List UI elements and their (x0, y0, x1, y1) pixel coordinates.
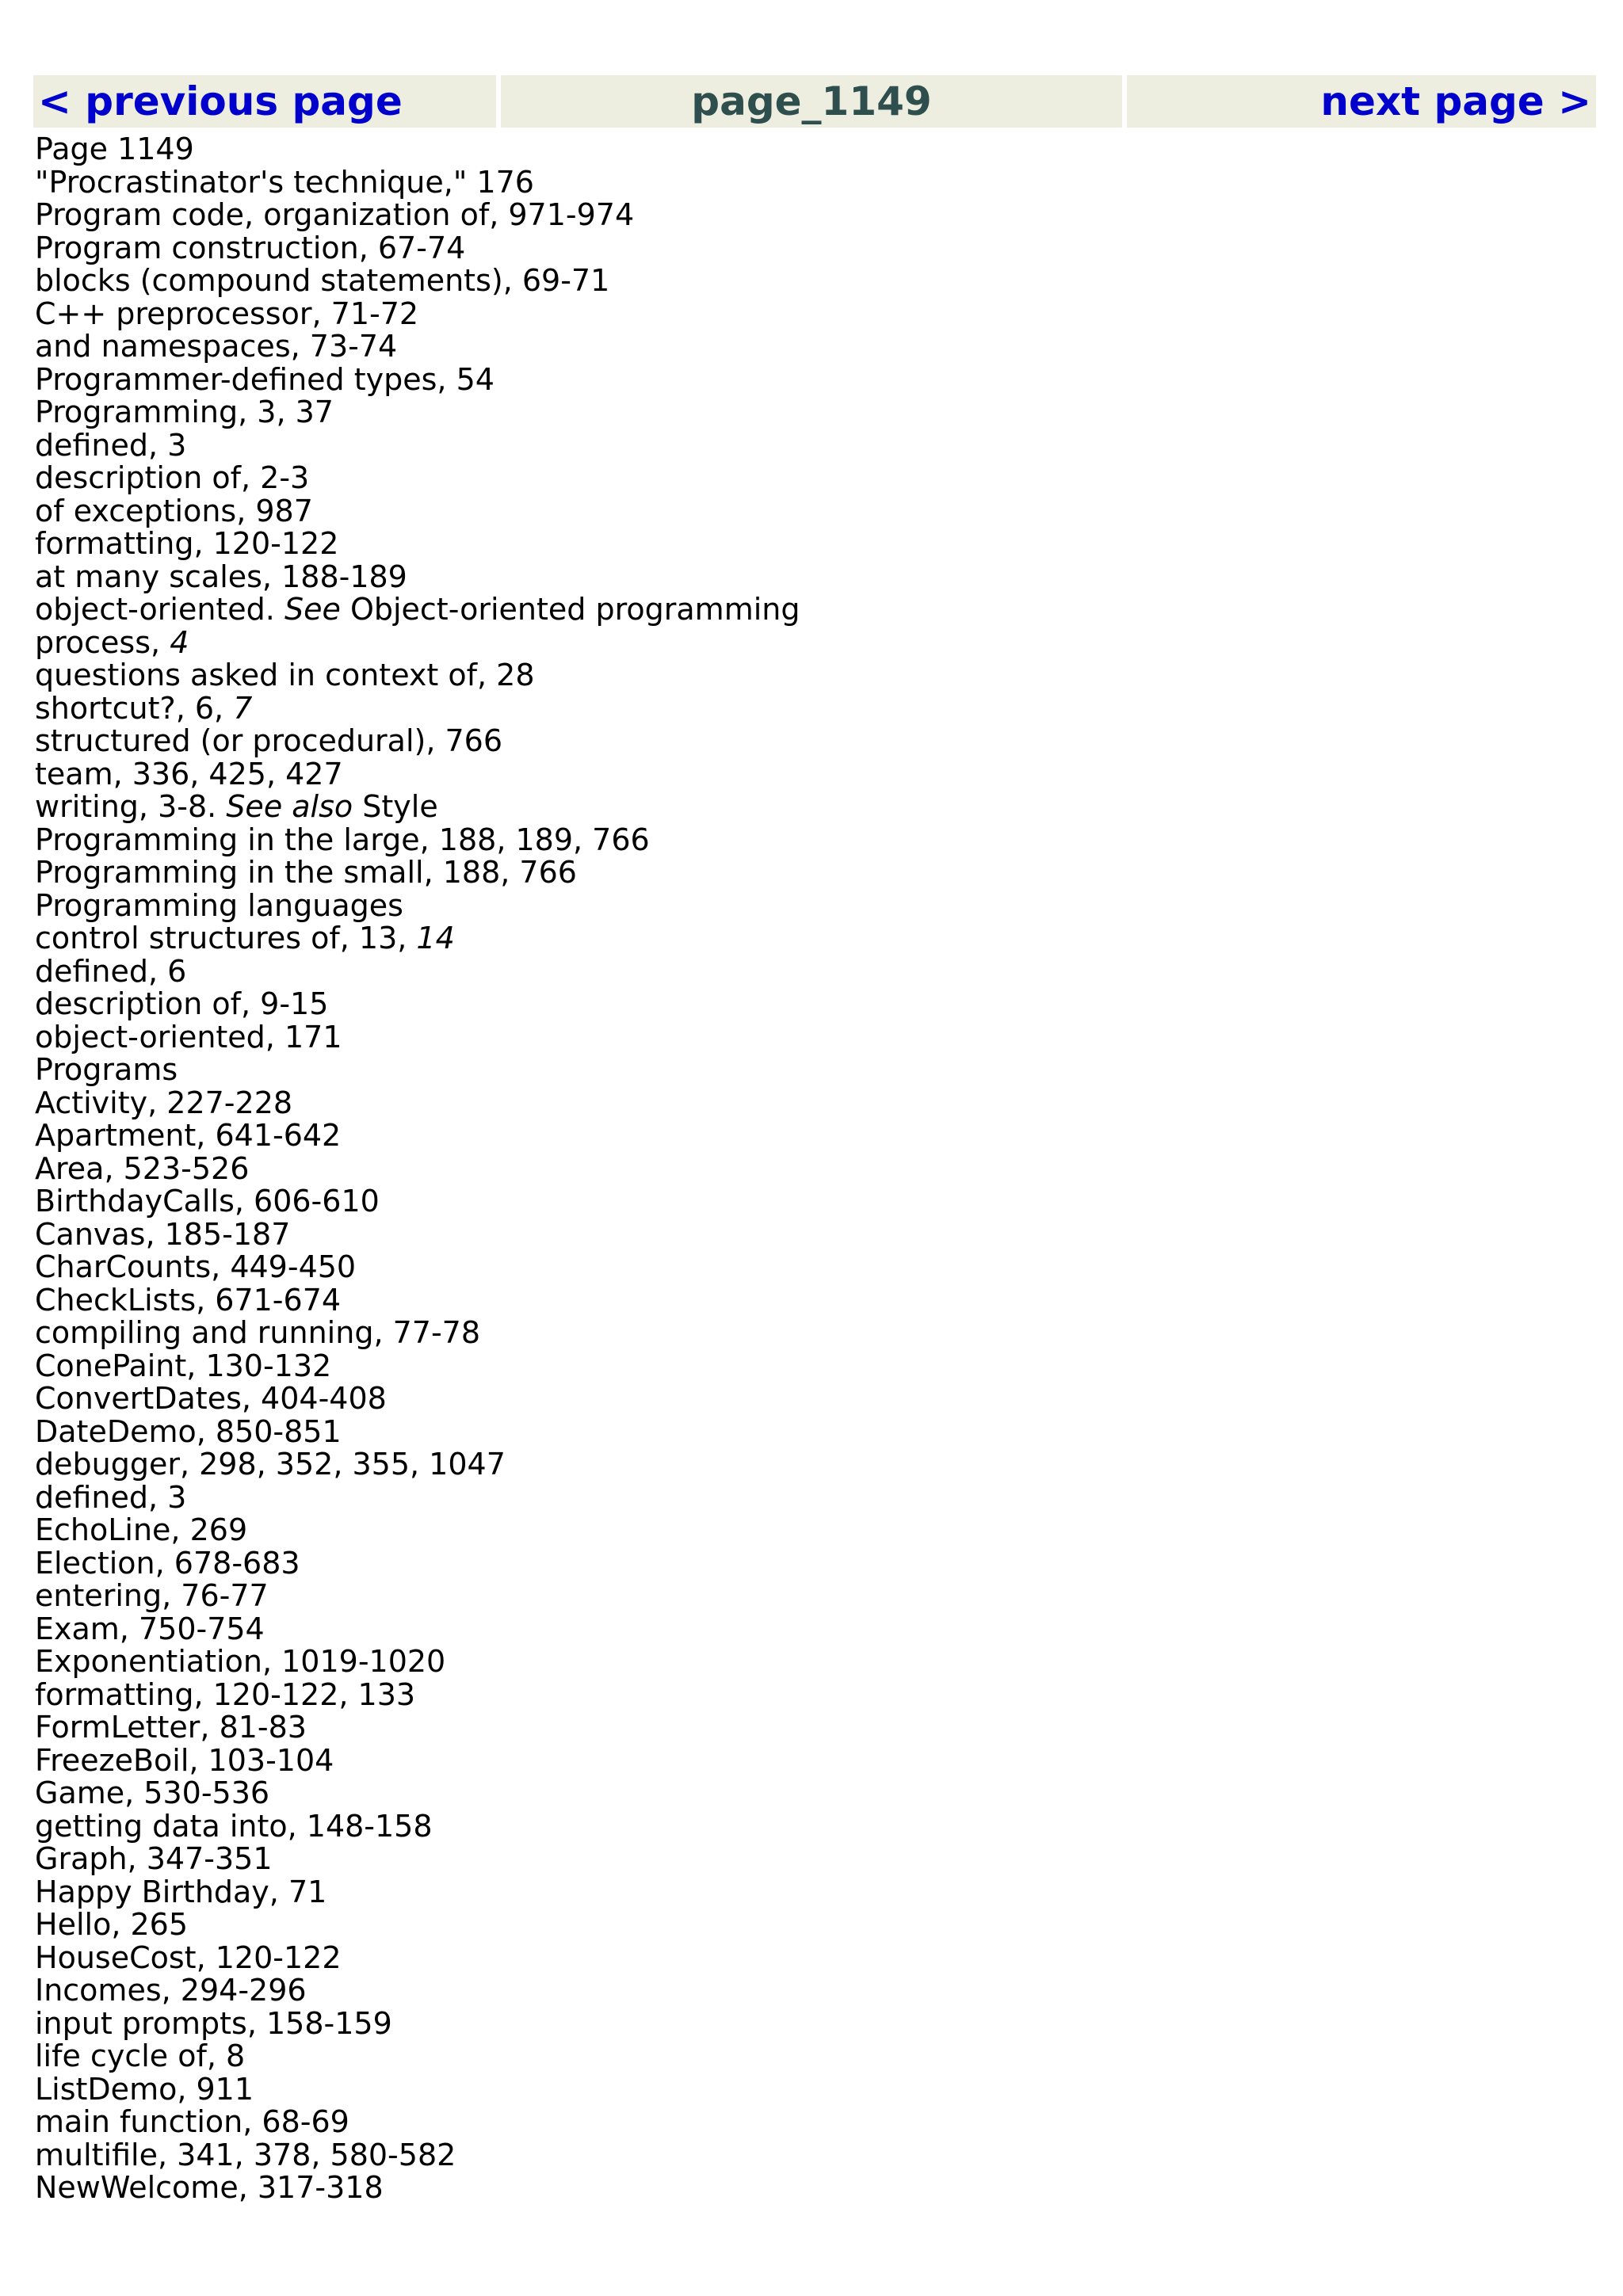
index-entry-text: shortcut?, 6, (35, 690, 234, 726)
index-entry (35, 1150, 1588, 1186)
index-entry (35, 1876, 1588, 1909)
index-entry (35, 2040, 1588, 2073)
index-entry-text: FreezeBoil, 103-104 (35, 1742, 334, 1778)
index-entry (35, 1547, 1588, 1581)
index-entry-text: defined, 6 (35, 953, 187, 989)
index-entry (35, 1054, 1588, 1087)
index-entry-text: Hello, 265 (35, 1907, 189, 1942)
index-entry (35, 1676, 1588, 1712)
index-entry (35, 1580, 1588, 1613)
index-entry-text: debugger, 298, 352, 355, 1047 (35, 1447, 506, 1482)
index-entry-italic-text: See (284, 592, 341, 627)
index-entry-text: Object-oriented programming (340, 592, 800, 627)
index-entry-text: Style (353, 789, 438, 824)
index-entry-text: Programming in the small, 188, 766 (35, 855, 577, 890)
index-entry (35, 1711, 1588, 1745)
index-entry-italic-text: 4 (170, 624, 189, 660)
index-entry (35, 1383, 1588, 1416)
index-entry-text: Program code, organization of, 971-974 (35, 197, 635, 232)
index-entry (35, 659, 1588, 692)
index-entry-text: and namespaces, 73-74 (35, 329, 398, 364)
index-entry-text: "Procrastinator's technique," 176 (35, 164, 534, 200)
index-entry (35, 856, 1588, 890)
index-entry-text: Incomes, 294-296 (35, 1973, 307, 2008)
page-navigation-bar (33, 75, 1596, 128)
index-entry (35, 1810, 1588, 1844)
index-entry (35, 1185, 1588, 1219)
index-entry-text: Apartment, 641-642 (35, 1118, 342, 1153)
index-entry (35, 1974, 1588, 2008)
index-entry (35, 166, 1588, 200)
index-entry (35, 758, 1588, 791)
index-entry-text: compiling and running, 77-78 (35, 1315, 481, 1350)
index-entry (35, 1909, 1588, 1942)
index-entry-text: Canvas, 185-187 (35, 1216, 291, 1252)
index-entry (35, 1646, 1588, 1679)
index-entry (35, 1777, 1588, 1810)
index-entry-text: CharCounts, 449-450 (35, 1249, 357, 1284)
page-number-line (35, 133, 1588, 166)
index-entry-text: Exponentiation, 1019-1020 (35, 1644, 446, 1679)
index-entry-text: Exam, 750-754 (35, 1611, 265, 1646)
index-entry (35, 1939, 1588, 1975)
index-entry (35, 1479, 1588, 1515)
previous-page-cell (33, 75, 496, 128)
index-entry-text: BirthdayCalls, 606-610 (35, 1184, 380, 1219)
index-entry (35, 561, 1588, 594)
index-entry-text: Graph, 347-351 (35, 1841, 273, 1876)
index-entry (35, 624, 1588, 660)
index-entry (35, 2073, 1588, 2107)
index-entry-text: life cycle of, 8 (35, 2039, 246, 2073)
index-entry (35, 265, 1588, 298)
index-entry (35, 2005, 1588, 2041)
index-entry (35, 232, 1588, 265)
next-page-link[interactable]: next page > (1320, 78, 1591, 124)
index-entry (35, 1448, 1588, 1482)
index-entry (35, 955, 1588, 989)
page-title-cell (501, 75, 1122, 128)
index-entry (35, 1216, 1588, 1252)
index-entry (35, 824, 1588, 857)
index-entry-text: Programming in the large, 188, 189, 766 (35, 822, 650, 857)
index-entry (35, 1087, 1588, 1120)
index-entry (35, 1317, 1588, 1350)
index-entry-text: writing, 3-8. (35, 789, 227, 824)
index-entry (35, 298, 1588, 331)
index-entry (35, 1514, 1588, 1547)
index-entry (35, 1284, 1588, 1318)
index-entry (35, 495, 1588, 528)
index-entry-text: Activity, 227-228 (35, 1085, 293, 1120)
index-entry-text: blocks (compound statements), 69-71 (35, 263, 610, 298)
index-entry (35, 1742, 1588, 1778)
next-page-cell (1127, 75, 1596, 128)
index-entry-text: getting data into, 148-158 (35, 1808, 433, 1844)
index-entry-text: description of, 9-15 (35, 986, 329, 1021)
index-entry-text: description of, 2-3 (35, 460, 310, 495)
index-entry-text: Page 1149 (35, 132, 194, 166)
index-entry (35, 725, 1588, 758)
index-entry-italic-text: See also (226, 789, 353, 824)
index-entry (35, 2106, 1588, 2139)
index-entry (35, 330, 1588, 364)
index-entry (35, 1251, 1588, 1284)
index-entry-text: FormLetter, 81-83 (35, 1710, 307, 1745)
index-entry (35, 593, 1588, 627)
index-entry-text: structured (or procedural), 766 (35, 723, 503, 758)
index-entry (35, 1021, 1588, 1055)
index-entry-text: process, (35, 624, 170, 660)
index-entry (35, 396, 1588, 429)
index-entry-text: EchoLine, 269 (35, 1512, 248, 1547)
index-entry (35, 429, 1588, 463)
index-entry (35, 1119, 1588, 1153)
index-entry-text: ConePaint, 130-132 (35, 1348, 332, 1383)
index-entry (35, 1843, 1588, 1876)
index-entry-text: formatting, 120-122 (35, 526, 339, 561)
index-entry-text: object-oriented, 171 (35, 1019, 342, 1055)
index-entry (35, 2172, 1588, 2205)
index-entry (35, 361, 1588, 397)
index-entry (35, 2139, 1588, 2172)
previous-page-link[interactable]: < previous page (38, 78, 403, 124)
index-entry-text: C++ preprocessor, 71-72 (35, 296, 419, 331)
index-entry-text: main function, 68-69 (35, 2104, 349, 2139)
index-entry-text: Program construction, 67-74 (35, 230, 466, 265)
index-entry-text: ConvertDates, 404-408 (35, 1381, 387, 1416)
index-entry (35, 462, 1588, 495)
index-entry-text: HouseCost, 120-122 (35, 1939, 342, 1975)
index-entry (35, 1350, 1588, 1383)
index-entry-text: NewWelcome, 317-318 (35, 2170, 384, 2205)
index-entry (35, 887, 1588, 923)
index-entry (35, 692, 1588, 726)
index-entry-text: Happy Birthday, 71 (35, 1874, 327, 1909)
index-entry-text: input prompts, 158-159 (35, 2005, 392, 2041)
index-entries (35, 133, 1588, 2205)
index-entry-text: DateDemo, 850-851 (35, 1413, 342, 1449)
index-entry-text: CheckLists, 671-674 (35, 1282, 342, 1318)
index-entry (35, 1413, 1588, 1449)
index-entry-text: Programming languages (35, 887, 403, 923)
index-entry-text: ListDemo, 911 (35, 2071, 254, 2107)
index-entry-text: multifile, 341, 378, 580-582 (35, 2137, 456, 2172)
index-entry-text: Election, 678-683 (35, 1545, 300, 1581)
index-entry-text: object-oriented. (35, 592, 285, 627)
index-entry (35, 528, 1588, 561)
index-entry (35, 988, 1588, 1021)
index-entry-text: team, 336, 425, 427 (35, 756, 343, 791)
index-entry-text: formatting, 120-122, 133 (35, 1676, 416, 1712)
index-entry (35, 791, 1588, 824)
index-entry-text: Game, 530-536 (35, 1775, 270, 1810)
index-entry (35, 199, 1588, 232)
index-entry (35, 1613, 1588, 1646)
index-entry-text: Area, 523-526 (35, 1150, 250, 1186)
index-entry-italic-text: 7 (233, 690, 253, 726)
index-entry-text: control structures of, 13, (35, 921, 417, 955)
index-entry-text: of exceptions, 987 (35, 493, 313, 528)
index-entry (35, 922, 1588, 955)
page-title: page_1149 (691, 78, 932, 124)
index-entry-text: Programmer-defined types, 54 (35, 361, 495, 397)
index-entry-text: at many scales, 188-189 (35, 559, 407, 594)
index-entry-text: Programming, 3, 37 (35, 395, 334, 429)
index-entry-italic-text: 14 (416, 921, 455, 955)
index-entry-text: entering, 76-77 (35, 1578, 269, 1613)
index-entry-text: questions asked in context of, 28 (35, 658, 535, 692)
index-entry-text: Programs (35, 1052, 178, 1087)
index-entry-text: defined, 3 (35, 427, 187, 463)
index-entry-text: defined, 3 (35, 1479, 187, 1515)
